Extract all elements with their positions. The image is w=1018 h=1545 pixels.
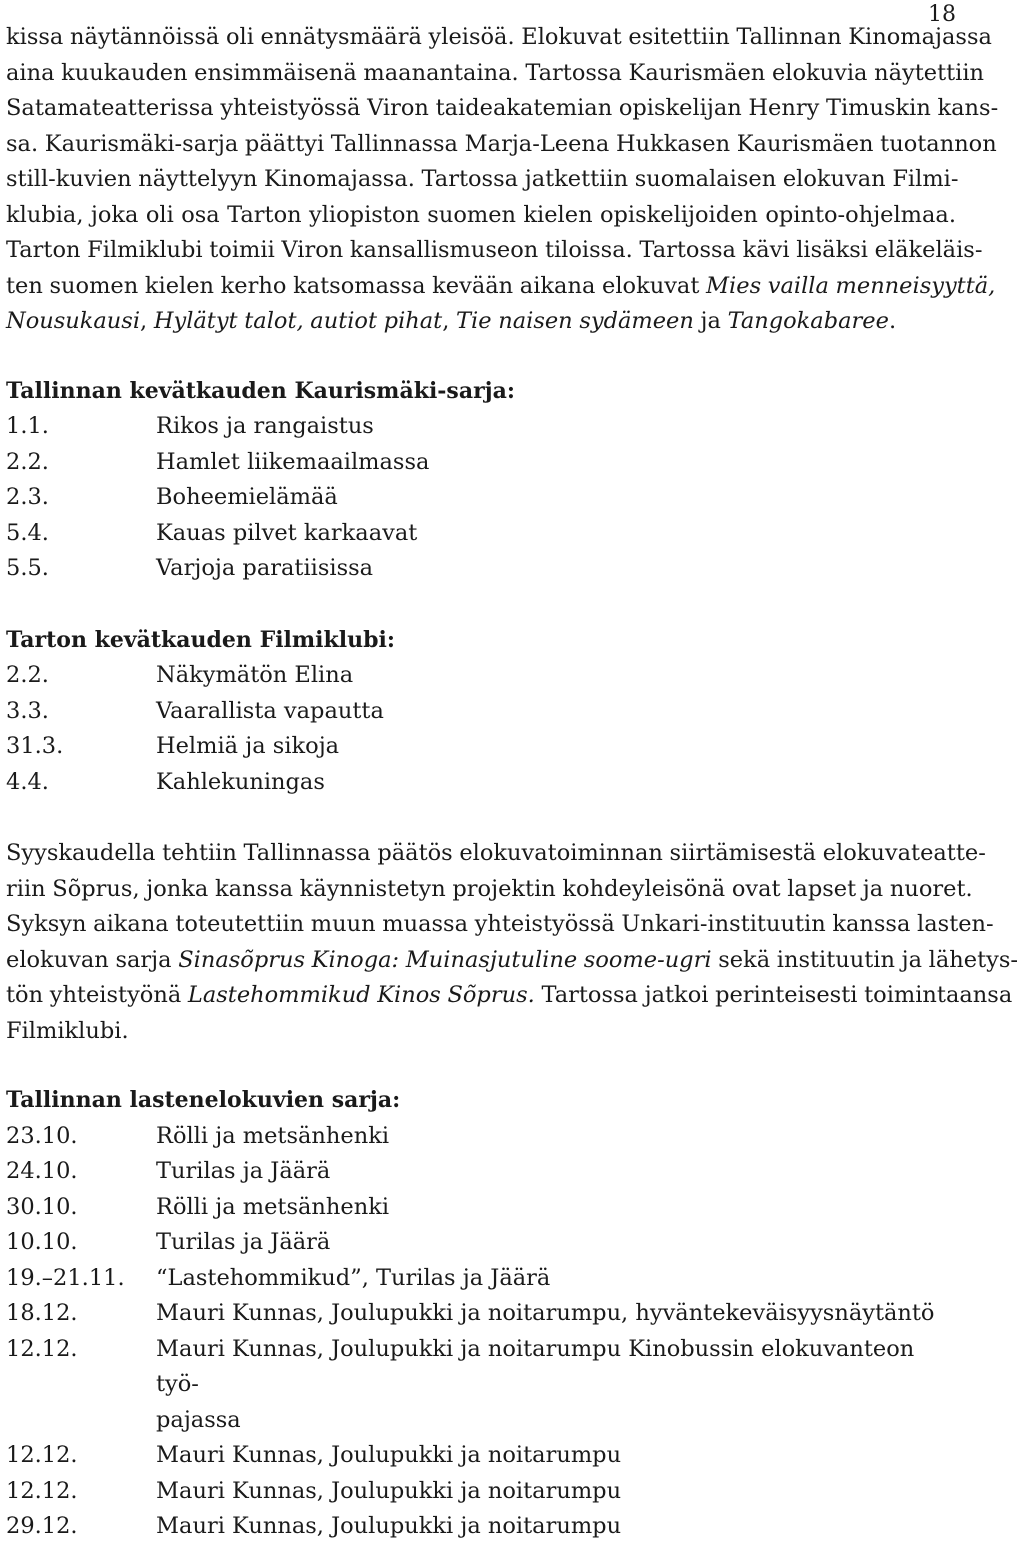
- list-item: [6, 1474, 956, 1510]
- conjunction: ja: [693, 308, 728, 334]
- film-title: Nousukausi: [6, 308, 141, 334]
- film-title: Mauri Kunnas, Joulupukki ja noitarumpu: [156, 1442, 622, 1468]
- screening-date: 2.2.: [6, 662, 49, 688]
- tallinn-spring-heading: Tallinnan kevätkauden Kaurismäki-sarja:: [6, 377, 515, 404]
- film-title: Mauri Kunnas, Joulupukki ja noitarumpu, hyväntekeväisyysnäytäntö: [156, 1300, 935, 1326]
- film-title: Boheemielämää: [156, 484, 338, 510]
- screening-date: 29.12.: [6, 1513, 78, 1539]
- screening-date: 5.5.: [6, 555, 49, 581]
- film-title: Kauas pilvet karkaavat: [156, 519, 418, 546]
- screening-date: 12.12.: [6, 1335, 78, 1362]
- list-item: [6, 1190, 956, 1226]
- autumn-line: riin Sõprus, jonka kanssa käynnistetyn projektin kohdeyleisönä ovat lapset ja nuoret.: [6, 875, 973, 902]
- film-title: Turilas ja Jäärä: [156, 1229, 331, 1255]
- intro-line: still-kuvien näyttelyyn Kinomajassa. Tartossa jatkettiin suomalaisen elokuvan Filmi-: [6, 166, 959, 192]
- list-item: [6, 1509, 956, 1545]
- screening-date: 4.4.: [6, 768, 49, 795]
- autumn-line: Syksyn aikana toteutettiin muun muassa yhteistyössä Unkari-instituutin kanssa lasten-: [6, 911, 994, 937]
- screening-date: 12.12.: [6, 1477, 78, 1504]
- film-title: Varjoja paratiisissa: [156, 555, 374, 581]
- list-item: [6, 765, 956, 801]
- page-number: 18: [928, 2, 956, 27]
- intro-line: Tarton Filmiklubi toimii Viron kansallismuseon tiloissa. Tartossa kävi lisäksi eläkeläis-: [6, 237, 983, 263]
- autumn-text: elokuvan sarja: [6, 946, 179, 973]
- tallinn-children-list: [6, 1119, 956, 1545]
- film-title: Tangokabaree: [727, 308, 889, 334]
- list-item: [6, 1225, 956, 1261]
- list-item: [6, 1119, 956, 1155]
- intro-line: [6, 304, 956, 340]
- list-item: [6, 1296, 956, 1332]
- film-title: Hamlet liikemaailmassa: [156, 448, 430, 475]
- film-title: Mauri Kunnas, Joulupukki ja noitarumpu: [156, 1477, 622, 1504]
- list-item: [6, 729, 956, 765]
- page-content: [6, 20, 1018, 1545]
- screening-date: 31.3.: [6, 733, 64, 759]
- film-title: Helmiä ja sikoja: [156, 733, 340, 759]
- film-title: Rikos ja rangaistus: [156, 413, 374, 439]
- screening-date: 30.10.: [6, 1193, 78, 1220]
- separator: ,: [140, 308, 154, 334]
- list-item: [6, 516, 956, 552]
- intro-line: klubia, joka oli osa Tarton yliopiston suomen kielen opiskelijoiden opinto-ohjelmaa.: [6, 201, 956, 228]
- autumn-text: sekä instituutin ja lähetys-: [711, 946, 1018, 973]
- film-title: Kahlekuningas: [156, 768, 325, 795]
- separator: ,: [442, 308, 457, 334]
- film-title: Mies vailla menneisyyttä,: [706, 272, 996, 299]
- intro-text: ten suomen kielen kerho katsomassa kevään aikana elokuvat: [6, 272, 707, 299]
- list-item: [6, 1438, 956, 1474]
- film-title: [156, 1332, 956, 1439]
- list-item: [6, 551, 956, 587]
- list-item: [6, 694, 956, 730]
- screening-date: 5.4.: [6, 519, 49, 546]
- autumn-line: [6, 943, 1018, 979]
- film-title: Turilas ja Jäärä: [156, 1158, 331, 1184]
- autumn-paragraph: [6, 836, 1018, 1049]
- series-title: Sinasõprus Kinoga: Muinasjutuline soome-ugri: [178, 946, 712, 973]
- autumn-text: Tartossa jatkoi perinteisesti toimintaansa: [534, 982, 1013, 1008]
- film-title-line: Mauri Kunnas, Joulupukki ja noitarumpu Kinobussin elokuvanteon työ-: [156, 1335, 915, 1397]
- screening-date: 18.12.: [6, 1300, 78, 1326]
- screening-date: 3.3.: [6, 697, 49, 724]
- intro-line: Satamateatterissa yhteistyössä Viron taideakatemian opiskelijan Henry Timuskin kans-: [6, 95, 999, 121]
- screening-date: 1.1.: [6, 413, 49, 439]
- film-title-line: pajassa: [156, 1406, 241, 1433]
- film-title: Rölli ja metsänhenki: [156, 1193, 390, 1220]
- film-title: Rölli ja metsänhenki: [156, 1122, 390, 1149]
- tartu-spring-list: [6, 658, 956, 800]
- autumn-text: tön yhteistyönä: [6, 982, 188, 1008]
- screening-date: 10.10.: [6, 1229, 78, 1255]
- film-title: Hylätyt talot, autiot pihat: [153, 308, 443, 334]
- series-title: Lastehommikud Kinos Sõprus.: [187, 982, 535, 1008]
- film-title: Näkymätön Elina: [156, 662, 354, 688]
- film-title: Vaarallista vapautta: [156, 697, 384, 724]
- list-item: [6, 1332, 956, 1439]
- autumn-line: Filmiklubi.: [6, 1017, 129, 1044]
- tartu-spring-heading: Tarton kevätkauden Filmiklubi:: [6, 626, 395, 653]
- screening-date: 2.3.: [6, 484, 49, 510]
- screening-date: 2.2.: [6, 448, 49, 475]
- intro-line: kissa näytännöissä oli ennätysmäärä yleisöä. Elokuvat esitettiin Tallinnan Kinomajassa: [6, 24, 992, 50]
- tallinn-children-heading: Tallinnan lastenelokuvien sarja:: [6, 1087, 401, 1113]
- list-item: [6, 658, 956, 694]
- film-title: Tie naisen sydämeen: [456, 308, 694, 334]
- list-item: [6, 409, 956, 445]
- autumn-line: Syyskaudella tehtiin Tallinnassa päätös elokuvatoiminnan siirtämisestä elokuvateatte-: [6, 840, 986, 866]
- screening-date: 24.10.: [6, 1158, 78, 1184]
- list-item: [6, 480, 956, 516]
- period: .: [888, 308, 897, 334]
- screening-date: 23.10.: [6, 1122, 78, 1149]
- screening-date: 19.–21.11.: [6, 1264, 125, 1291]
- list-item: [6, 445, 956, 481]
- intro-line: aina kuukauden ensimmäisenä maanantaina. Tartossa Kaurismäen elokuvia näytettiin: [6, 59, 985, 86]
- screening-date: 12.12.: [6, 1442, 78, 1468]
- intro-paragraph: [6, 20, 999, 340]
- list-item: [6, 1154, 956, 1190]
- list-item: [6, 1261, 956, 1297]
- film-title: Mauri Kunnas, Joulupukki ja noitarumpu: [156, 1513, 622, 1539]
- intro-line: [6, 269, 996, 305]
- tallinn-spring-list: [6, 409, 956, 587]
- autumn-line: [6, 978, 1013, 1014]
- intro-line: sa. Kaurismäki-sarja päättyi Tallinnassa Marja-Leena Hukkasen Kaurismäen tuotannon: [6, 130, 997, 157]
- film-title: “Lastehommikud”, Turilas ja Jäärä: [156, 1264, 551, 1291]
